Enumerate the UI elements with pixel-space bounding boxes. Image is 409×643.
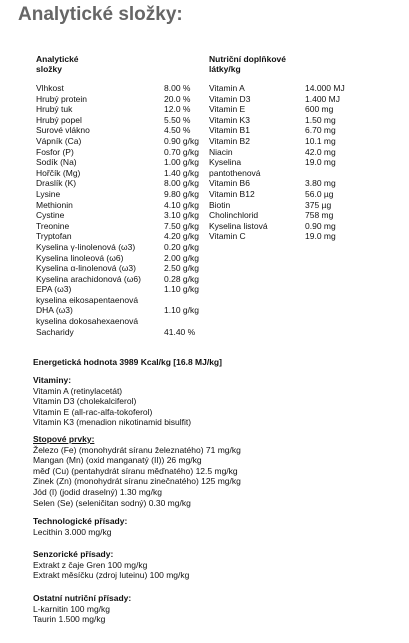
analytic-value: 2.00 g/kg xyxy=(164,252,199,263)
additive-value xyxy=(305,168,345,179)
additive-label: Vitamin K3 xyxy=(209,114,250,125)
trace-line: Mangan (Mn) (oxid manganatý (II)) 26 mg/kg xyxy=(33,455,202,466)
additive-value: 1.400 MJ xyxy=(305,93,340,104)
analytic-label: Vápník (Ca) xyxy=(36,135,82,146)
analytic-label: Hrubý popel xyxy=(36,114,82,125)
trace-section xyxy=(33,434,241,508)
analytic-row xyxy=(36,178,199,189)
analytic-row xyxy=(36,284,199,295)
additive-label: Biotin xyxy=(209,199,231,210)
other-line: L-karnitin 100 mg/kg xyxy=(33,603,111,614)
additive-label: Niacin xyxy=(209,146,233,157)
additive-row xyxy=(209,178,345,189)
additive-label: Kyselina xyxy=(209,157,242,168)
analytic-row xyxy=(36,83,199,94)
additive-row xyxy=(209,221,345,232)
additive-value: 375 µg xyxy=(305,199,332,210)
additive-label: Vitamin C xyxy=(209,231,246,242)
analytic-row xyxy=(36,221,199,232)
analytic-row xyxy=(36,327,199,338)
additive-value: 14.000 MJ xyxy=(305,83,345,93)
sensory-line: Extrakt z čaje Gren 100 mg/kg xyxy=(33,559,148,570)
additive-row xyxy=(209,104,345,115)
additive-value: 1.50 mg xyxy=(305,114,336,125)
analytic-value xyxy=(164,316,199,327)
analytic-value xyxy=(164,295,199,306)
additive-label: Vitamin A xyxy=(209,83,245,93)
analytic-label: Surové vlákno xyxy=(36,125,90,136)
analytic-value: 5.50 % xyxy=(164,114,191,125)
analytic-label: DHA (ω3) xyxy=(36,305,73,316)
analytic-label: Vlhkost xyxy=(36,83,64,93)
additive-row xyxy=(209,83,345,94)
analytic-row xyxy=(36,263,199,274)
additive-row xyxy=(209,94,345,105)
additive-value: 56.0 µg xyxy=(305,188,334,199)
additive-label: Vitamin B1 xyxy=(209,125,250,136)
analytic-row xyxy=(36,210,199,221)
tech-section xyxy=(33,516,127,537)
analytic-value: 2.50 g/kg xyxy=(164,263,199,274)
additive-value: 19.0 mg xyxy=(305,157,336,168)
page-heading: Analytické složky: xyxy=(18,4,183,25)
additive-label: Vitamin D3 xyxy=(209,93,251,104)
analytic-value: 3.10 g/kg xyxy=(164,210,199,221)
analytic-label: Methionin xyxy=(36,199,73,210)
additive-row xyxy=(209,168,345,179)
additive-label: pantothenová xyxy=(209,167,261,178)
additive-row xyxy=(209,115,345,126)
additive-label: Vitamin B12 xyxy=(209,188,255,199)
analytic-table-header: Analytické složky xyxy=(36,54,79,74)
additive-value: 42.0 mg xyxy=(305,146,336,157)
additive-value: 10.1 mg xyxy=(305,135,336,146)
analytic-label: Sacharidy xyxy=(36,326,74,337)
additive-value: 6.70 mg xyxy=(305,125,336,136)
vitamins-line: Vitamin D3 (cholekalciferol) xyxy=(33,396,137,407)
vitamins-line: Vitamin K3 (menadion nikotinamid bisulfit) xyxy=(33,417,192,428)
analytic-value: 8.00 % xyxy=(164,83,191,93)
analytic-row xyxy=(36,305,199,316)
sensory-section xyxy=(33,549,189,581)
analytic-row xyxy=(36,94,199,105)
analytic-value: 4.10 g/kg xyxy=(164,199,199,210)
analytic-row xyxy=(36,115,199,126)
analytic-value: 4.20 g/kg xyxy=(164,231,199,242)
analytic-label: Draslík (K) xyxy=(36,178,77,189)
additive-row xyxy=(209,157,345,168)
trace-line: Selen (Se) (seleničitan sodný) 0.30 mg/kg xyxy=(33,497,191,508)
additives-table xyxy=(209,83,345,242)
analytic-row xyxy=(36,274,199,285)
analytic-label: EPA (ω3) xyxy=(36,284,72,295)
analytic-row xyxy=(36,104,199,115)
analytic-label: Sodík (Na) xyxy=(36,157,77,168)
analytic-value: 1.40 g/kg xyxy=(164,167,199,178)
vitamins-line: Vitamin E (all-rac-alfa-tokoferol) xyxy=(33,406,153,417)
analytic-label: Hořčík (Mg) xyxy=(36,167,81,178)
additive-row xyxy=(209,210,345,221)
other-section xyxy=(33,593,131,625)
analytic-value: 7.50 g/kg xyxy=(164,220,199,231)
analytic-row xyxy=(36,189,199,200)
additive-row xyxy=(209,189,345,200)
analytic-row xyxy=(36,125,199,136)
vitamins-line: Vitamin A (retinylacetát) xyxy=(33,385,123,396)
additive-row xyxy=(209,200,345,211)
analytic-value: 20.0 % xyxy=(164,93,191,104)
analytic-value: 41.40 % xyxy=(164,326,196,337)
analytic-value: 4.50 % xyxy=(164,125,191,136)
analytic-label: Fosfor (P) xyxy=(36,146,74,157)
trace-title: Stopové prvky: xyxy=(33,434,95,444)
analytic-label: Lysine xyxy=(36,188,61,199)
additive-value: 19.0 mg xyxy=(305,231,336,242)
analytic-row xyxy=(36,242,199,253)
analytic-label: Kyselina linoleová (ω6) xyxy=(36,252,124,263)
vitamins-section xyxy=(33,375,191,428)
analytic-row xyxy=(36,253,199,264)
sensory-line: Extrakt měsíčku (zdroj luteinu) 100 mg/kg xyxy=(33,570,190,581)
analytic-label: Treonine xyxy=(36,220,70,231)
analytic-label: Kyselina γ-linolenová (ω3) xyxy=(36,241,136,252)
analytic-label: Kyselina α-linolenová (ω3) xyxy=(36,263,136,274)
analytic-value: 12.0 % xyxy=(164,104,191,115)
analytic-value: 1.00 g/kg xyxy=(164,157,199,168)
analytic-row xyxy=(36,295,199,306)
analytic-value: 1.10 g/kg xyxy=(164,305,199,316)
analytic-label: Tryptofan xyxy=(36,231,72,242)
additives-table-header: Nutriční doplňkové látky/kg xyxy=(209,54,286,74)
analytic-value: 9.80 g/kg xyxy=(164,188,199,199)
trace-line: Železo (Fe) (monohydrát síranu železnatého) 71 mg/kg xyxy=(33,444,241,455)
analytic-label: kyselina eikosapentaenová xyxy=(36,294,139,305)
analytic-label: Hrubý tuk xyxy=(36,104,73,115)
analytic-row xyxy=(36,157,199,168)
analytic-label: Cystine xyxy=(36,210,65,221)
additive-label: Vitamin B2 xyxy=(209,135,250,146)
additive-value: 600 mg xyxy=(305,104,334,115)
analytic-row xyxy=(36,147,199,158)
analytic-row xyxy=(36,136,199,147)
analytic-table xyxy=(36,83,199,337)
analytic-label: kyselina dokosahexaenová xyxy=(36,316,139,327)
analytic-row xyxy=(36,231,199,242)
analytic-row xyxy=(36,168,199,179)
analytic-row xyxy=(36,316,199,327)
additive-row xyxy=(209,136,345,147)
other-title: Ostatní nutriční přísady: xyxy=(33,593,132,603)
analytic-value: 1.10 g/kg xyxy=(164,284,199,295)
trace-line: Zinek (Zn) (monohydrát síranu zinečnatého) 125 mg/kg xyxy=(33,476,241,487)
additive-row xyxy=(209,231,345,242)
tech-title: Technologické přísady: xyxy=(33,516,128,526)
analytic-label: Hrubý protein xyxy=(36,93,88,104)
analytic-value: 0.70 g/kg xyxy=(164,146,199,157)
sensory-title: Senzorické přísady: xyxy=(33,549,114,559)
additive-label: Kyselina listová xyxy=(209,220,268,231)
analytic-table-block xyxy=(36,54,199,337)
additive-label: Cholinchlorid xyxy=(209,210,259,221)
analytic-value: 0.90 g/kg xyxy=(164,135,199,146)
analytic-value: 0.20 g/kg xyxy=(164,241,199,252)
analytic-row xyxy=(36,200,199,211)
additive-value: 758 mg xyxy=(305,210,334,221)
trace-line: měď (Cu) (pentahydrát síranu měďnatého) 12.5 mg/kg xyxy=(33,465,238,476)
vitamins-title: Vitaminy: xyxy=(33,375,72,385)
energy-value: Energetická hodnota 3989 Kcal/kg [16.8 MJ/kg] xyxy=(33,357,222,367)
additives-table-block xyxy=(209,54,345,242)
additive-label: Vitamin B6 xyxy=(209,178,250,189)
analytic-value: 8.00 g/kg xyxy=(164,178,199,189)
additive-row xyxy=(209,147,345,158)
tech-line: Lecithin 3.000 mg/kg xyxy=(33,526,112,537)
other-line: Taurin 1.500 mg/kg xyxy=(33,614,106,625)
trace-line: Jód (I) (jodid draselný) 1.30 mg/kg xyxy=(33,486,162,497)
additive-row xyxy=(209,125,345,136)
analytic-value: 0.28 g/kg xyxy=(164,273,199,284)
analytic-label: Kyselina arachidonová (ω6) xyxy=(36,273,141,284)
additive-value: 0.90 mg xyxy=(305,220,336,231)
additive-label: Vitamin E xyxy=(209,104,246,115)
additive-value: 3.80 mg xyxy=(305,178,336,189)
